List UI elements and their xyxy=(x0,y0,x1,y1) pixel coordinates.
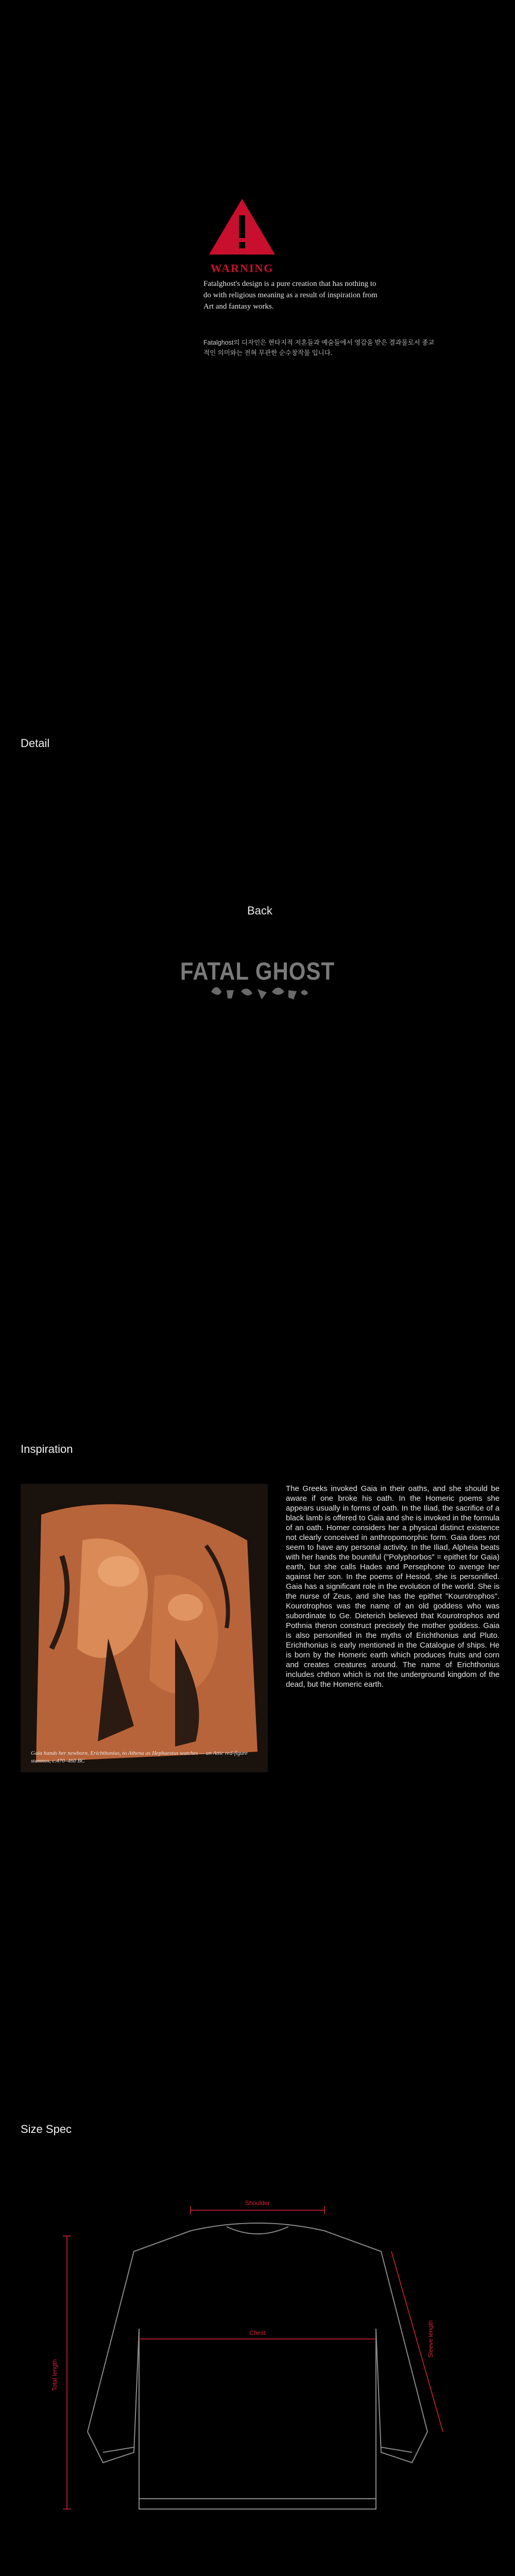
inspiration-heading: Inspiration xyxy=(21,1443,73,1455)
warning-korean-text: Fatalghost의 디자인은 현타지적 저혼들과 예술들에서 영감을 받은 결과물로서 종교적인 의미와는 전혀 무관한 순수창작물 입니다. xyxy=(203,339,435,357)
inspiration-text: The Greeks invoked Gaia in their oaths, and she should be aware if one broke his oath. In the Homeric poems she appears usually in forms of oath. In the Iliad, the sacrifice of a black lamb is offered to Gaia and she is invoked in the formula of an oath. Homer considers her a physical distinct existence not clearly conceived in anthropomorphic form. Gaia does not seem to have any personal activity. In the Iliad, Alpheia beats with her hands the bountiful ("Polyphorbos" = epithet for Gaia) earth, but she calls Hades and Persephone to avenge her against her son. In the poems of Hesiod, she is personified. Gaia has a significant role in the evolution of the world. She is the nurse of Zeus, and she has the epithet "Kourotrophos". Kourotrophos was the name of an old goddess who was subordinate to Ge. Dieterich believed that Kourotrophos and Pothnia theron construct precisely the mother goddess. Gaia is also personified in the myths of Erichthonius and Pluto. Erichthonius is early mentioned in the Catalogue of ships. He is born by the Homeric earth which produces fruits and corn and creates creatures around. The name of Erichthonius includes chthon which is not the underground kingdom of the dead, but the Homeric earth. xyxy=(286,1484,500,1689)
sleeve-length-dim-label: Sleeve length xyxy=(427,2320,434,2358)
artwork-caption: Gaia hands her newborn, Erichthonius, to Athena as Hephaestus watches — an Attic red-figure stamnos, c.470–460 BC xyxy=(31,1750,248,1764)
logo-ornament xyxy=(211,987,308,999)
warning-icon xyxy=(206,196,278,258)
size-diagram-back xyxy=(21,2184,494,2545)
detail-heading: Detail xyxy=(21,737,50,750)
sweatshirt-back-outline xyxy=(88,2223,427,2509)
warning-notice xyxy=(0,196,515,412)
warning-title: WARNING xyxy=(210,262,274,275)
back-label: Back xyxy=(247,904,272,917)
shoulder-dim-label: Shoulder xyxy=(245,2199,270,2207)
inspiration-artwork-image xyxy=(21,1484,268,1772)
logo-wordmark: FATAL GHOST xyxy=(180,957,335,985)
warning-english-text: Fatalghost's design is a pure creation that has nothing to do with religious meaning as a result of inspiration from Art and fantasy works. xyxy=(203,280,377,311)
total-length-dim-label: Total length xyxy=(51,2359,58,2391)
size-spec-heading: Size Spec xyxy=(21,2123,72,2136)
brand-logo xyxy=(180,943,335,1020)
chest-dim-label: Chest xyxy=(249,2329,266,2336)
